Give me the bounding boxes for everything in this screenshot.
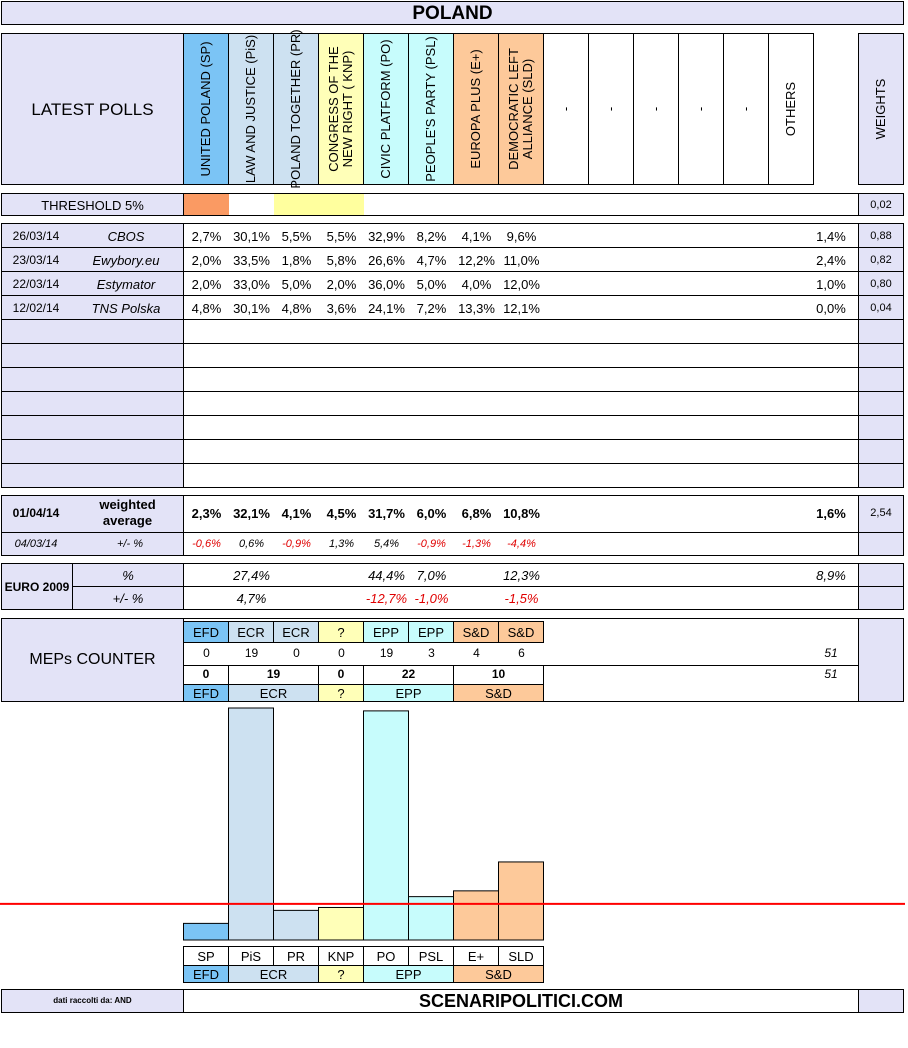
party-header-label: LAW AND JUSTICE (PiS) <box>243 34 258 184</box>
category-group-cell <box>363 965 454 983</box>
party-header-8 <box>543 33 589 185</box>
bar-PO <box>364 711 409 940</box>
poll-source: TNS Polska <box>91 301 161 316</box>
party-header-4 <box>363 33 409 185</box>
category-label: PR <box>286 949 306 964</box>
party-header-label: CONGRESS OF THE NEW RIGHT ( KNP) <box>326 46 355 172</box>
weighted-diff: -0,6% <box>192 538 221 550</box>
latest-polls-header <box>1 33 184 185</box>
footer-source-cell <box>1 989 184 1013</box>
poll-value: 4,1% <box>461 229 492 244</box>
meps-group-label: S&D <box>507 625 535 640</box>
footer-weights-cell <box>858 989 904 1013</box>
party-header-1 <box>228 33 274 185</box>
footer-source: dati raccolti da: AND <box>53 996 132 1005</box>
bar-E+ <box>454 891 499 940</box>
poll-row-divider <box>1 391 904 392</box>
poll-date: 22/03/14 <box>12 277 60 291</box>
poll-row-divider <box>1 367 904 368</box>
meps-merged-group: EPP <box>395 686 422 701</box>
category-label: E+ <box>467 949 485 964</box>
category-group: EFD <box>193 967 219 982</box>
page-title: POLAND <box>412 3 493 24</box>
weighted-label: weighted average <box>99 497 156 528</box>
euro2009-value: 27,4% <box>233 568 270 583</box>
meps-group-cell <box>273 621 319 643</box>
euro2009-label: EURO 2009 <box>4 580 70 594</box>
threshold-weight-cell <box>858 193 904 216</box>
weighted-diff: 0,6% <box>238 538 265 550</box>
weighted-diff: -0,9% <box>417 538 446 550</box>
category-group-cell <box>453 965 544 983</box>
category-label: SLD <box>508 949 534 964</box>
category-label-cell <box>408 946 454 966</box>
meps-merged-group: ECR <box>259 686 288 701</box>
meps-count: 6 <box>518 646 525 660</box>
category-group: S&D <box>485 967 512 982</box>
bar-SLD <box>499 862 544 940</box>
party-header-label: - <box>603 106 618 112</box>
poll-value: 30,1% <box>233 301 270 316</box>
weighted-weights <box>858 495 904 556</box>
previous-date: 04/03/14 <box>14 538 58 550</box>
meps-left <box>1 618 184 702</box>
poll-value: 4,0% <box>461 277 492 292</box>
meps-merged-group-cell <box>183 684 229 702</box>
poll-weight: 0,04 <box>870 302 892 314</box>
meps-merged-count: 22 <box>401 667 416 681</box>
footer-site-cell <box>183 989 859 1013</box>
poll-row-divider <box>1 463 904 464</box>
weighted-value: 31,7% <box>368 506 405 521</box>
weighted-date: 01/04/14 <box>12 506 60 520</box>
poll-value: 12,1% <box>503 301 540 316</box>
poll-value: 7,2% <box>416 301 447 316</box>
category-label: PiS <box>240 949 262 964</box>
poll-weight: 0,82 <box>870 254 892 266</box>
category-label: PO <box>376 949 396 964</box>
poll-others: 1,4% <box>816 229 846 244</box>
party-header-10 <box>633 33 679 185</box>
poll-date: 12/02/14 <box>12 301 60 315</box>
party-header-11 <box>678 33 724 185</box>
meps-merged-group-cell <box>228 684 319 702</box>
poll-value: 5,5% <box>326 229 357 244</box>
party-header-9 <box>588 33 634 185</box>
party-header-7 <box>498 33 544 185</box>
poll-value: 1,8% <box>281 253 312 268</box>
weighted-diff: 1,3% <box>328 538 355 550</box>
poll-value: 9,6% <box>506 229 537 244</box>
meps-group-cell <box>453 621 499 643</box>
poll-value: 4,8% <box>191 301 222 316</box>
poll-value: 36,0% <box>368 277 405 292</box>
poll-row-divider <box>1 343 904 344</box>
bar-chart <box>0 702 908 942</box>
poll-value: 8,2% <box>416 229 447 244</box>
threshold-marker-sp <box>184 194 229 215</box>
poll-row-divider <box>1 319 904 320</box>
poll-value: 13,3% <box>458 301 495 316</box>
category-label: SP <box>197 949 215 964</box>
threshold-label-cell <box>1 193 184 216</box>
poll-row-divider <box>1 415 904 416</box>
poll-value: 12,2% <box>458 253 495 268</box>
party-header-2 <box>273 29 319 189</box>
category-label: PSL <box>418 949 444 964</box>
poll-value: 24,1% <box>368 301 405 316</box>
party-header-label: POLAND TOGETHER (PR) <box>288 29 303 189</box>
weighted-diff: -0,9% <box>282 538 311 550</box>
meps-merged-group-cell <box>318 684 364 702</box>
poll-value: 30,1% <box>233 229 270 244</box>
poll-weight: 0,88 <box>870 230 892 242</box>
party-header-label: DEMOCRATIC LEFT ALLIANCE (SLD) <box>506 48 535 170</box>
meps-group-cell <box>228 621 274 643</box>
meps-count: 19 <box>379 646 394 660</box>
threshold-marker-knp <box>274 194 364 215</box>
poll-value: 4,8% <box>281 301 312 316</box>
poll-value: 5,8% <box>326 253 357 268</box>
meps-merged-count: 0 <box>202 667 210 681</box>
euro2009-diff: -1,0% <box>414 591 449 606</box>
euro2009-left <box>1 563 73 610</box>
party-header-label: PEOPLE'S PARTY (PSL) <box>423 36 438 182</box>
poll-value: 33,5% <box>233 253 270 268</box>
weights-label: WEIGHTS <box>873 78 888 140</box>
party-header-label: OTHERS <box>783 81 798 137</box>
meps-count: 0 <box>338 646 345 660</box>
party-header-12 <box>723 33 769 185</box>
weighted-value: 4,1% <box>281 506 312 521</box>
meps-group-cell <box>318 621 364 643</box>
bar-KNP <box>319 907 364 940</box>
poll-source: Ewybory.eu <box>92 253 160 268</box>
meps-label: MEPs COUNTER <box>29 651 156 668</box>
poll-value: 2,7% <box>191 229 222 244</box>
meps-merged-group: ? <box>337 686 345 701</box>
poll-row-divider <box>1 247 904 248</box>
category-group: EPP <box>395 967 422 982</box>
euro2009-pct-label: % <box>122 568 134 583</box>
poll-source: Estymator <box>96 277 156 292</box>
meps-group-label: ECR <box>237 625 265 640</box>
category-label-cell <box>363 946 409 966</box>
meps-total: 51 <box>824 646 838 660</box>
meps-group-label: EFD <box>193 625 219 640</box>
euro2009-divider <box>72 586 904 587</box>
poll-row-divider <box>1 295 904 296</box>
euro2009-value: 44,4% <box>368 568 405 583</box>
party-header-label: - <box>558 106 573 112</box>
poll-value: 5,5% <box>281 229 312 244</box>
poll-others: 2,4% <box>816 253 846 268</box>
poll-value: 26,6% <box>368 253 405 268</box>
category-label-cell <box>453 946 499 966</box>
poll-value: 3,6% <box>326 301 357 316</box>
party-header-label: - <box>693 106 708 112</box>
poll-value: 33,0% <box>233 277 270 292</box>
euro2009-diff: -12,7% <box>365 591 408 606</box>
meps-total-merged: 51 <box>824 667 838 681</box>
category-label-cell <box>228 946 274 966</box>
meps-weights <box>858 618 904 702</box>
category-label-cell <box>273 946 319 966</box>
bar-PiS <box>229 708 274 940</box>
title-bar <box>1 1 904 25</box>
poll-weight: 0,80 <box>870 278 892 290</box>
weighted-value: 6,8% <box>461 506 492 521</box>
poll-row-divider <box>1 271 904 272</box>
party-header-0 <box>183 33 229 185</box>
meps-count: 0 <box>293 646 300 660</box>
weighted-value: 6,0% <box>416 506 447 521</box>
poll-date: 26/03/14 <box>12 229 60 243</box>
poll-value: 2,0% <box>326 277 357 292</box>
weighted-diff: -4,4% <box>507 538 536 550</box>
poll-others: 1,0% <box>816 277 846 292</box>
weighted-value: 32,1% <box>233 506 270 521</box>
meps-group-cell <box>498 621 544 643</box>
weighted-others: 1,6% <box>816 506 846 521</box>
party-header-5 <box>408 33 454 185</box>
poll-value: 5,0% <box>281 277 312 292</box>
poll-value: 12,0% <box>503 277 540 292</box>
meps-count: 19 <box>244 646 259 660</box>
weighted-value: 10,8% <box>503 506 540 521</box>
category-group-cell <box>183 965 229 983</box>
party-header-label: - <box>738 106 753 112</box>
euro2009-diff: -1,5% <box>504 591 539 606</box>
meps-group-label: S&D <box>462 625 490 640</box>
weighted-diff: -1,3% <box>462 538 491 550</box>
meps-group-label: EPP <box>372 625 399 640</box>
category-label-cell <box>183 946 229 966</box>
weighted-value: 2,3% <box>191 506 222 521</box>
poll-row-divider <box>1 439 904 440</box>
meps-group-cell <box>183 621 229 643</box>
poll-value: 4,7% <box>416 253 447 268</box>
party-header-label: - <box>648 106 663 112</box>
meps-count: 0 <box>203 646 210 660</box>
party-header-label: UNITED POLAND (SP) <box>198 41 213 177</box>
meps-merged-count: 0 <box>337 667 345 681</box>
meps-count: 4 <box>473 646 480 660</box>
meps-group-label: ECR <box>282 625 310 640</box>
euro2009-value: 12,3% <box>503 568 540 583</box>
chart-svg <box>0 702 908 942</box>
weighted-diff-label: +/- % <box>117 538 143 550</box>
category-group-cell <box>318 965 364 983</box>
meps-merged-group-cell <box>363 684 454 702</box>
euro2009-others: 8,9% <box>816 568 846 583</box>
category-group: ? <box>337 967 345 982</box>
party-header-13 <box>768 33 814 185</box>
poll-date: 23/03/14 <box>12 253 60 267</box>
meps-count: 3 <box>428 646 435 660</box>
weighted-divider <box>1 532 904 533</box>
threshold-weight: 0,02 <box>870 199 892 211</box>
weighted-diff: 5,4% <box>373 538 400 550</box>
bar-SP <box>184 923 229 940</box>
weights-header <box>858 33 904 185</box>
poll-value: 2,0% <box>191 253 222 268</box>
euro2009-diff-label: +/- % <box>112 591 144 606</box>
meps-merged-count: 19 <box>266 667 281 681</box>
meps-merged-group: S&D <box>485 686 512 701</box>
category-label-cell <box>318 946 364 966</box>
weighted-weight: 2,54 <box>870 507 892 519</box>
poll-value: 11,0% <box>503 253 540 268</box>
category-group-cell <box>228 965 319 983</box>
poll-value: 32,9% <box>368 229 405 244</box>
footer-site: SCENARIPOLITICI.COM <box>418 991 623 1011</box>
latest-polls-label: LATEST POLLS <box>31 100 154 119</box>
weighted-value: 4,5% <box>326 506 357 521</box>
party-header-3 <box>318 33 364 185</box>
threshold-label: THRESHOLD 5% <box>41 198 144 213</box>
euro2009-value: 7,0% <box>416 568 447 583</box>
meps-group-label: ? <box>337 625 345 640</box>
poll-value: 2,0% <box>191 277 222 292</box>
poll-value: 5,0% <box>416 277 447 292</box>
party-header-label: CIVIC PLATFORM (PO) <box>378 39 393 179</box>
meps-merged-count: 10 <box>491 667 506 681</box>
poll-others: 0,0% <box>816 301 846 316</box>
meps-group-cell <box>363 621 409 643</box>
category-label-cell <box>498 946 544 966</box>
bar-PR <box>274 910 319 940</box>
euro2009-diff: 4,7% <box>236 591 267 606</box>
party-header-label: EUROPA PLUS (E+) <box>468 49 483 169</box>
meps-merged-group: EFD <box>193 686 219 701</box>
poll-source: CBOS <box>107 229 145 244</box>
party-header-6 <box>453 33 499 185</box>
meps-group-label: EPP <box>417 625 444 640</box>
meps-group-cell <box>408 621 454 643</box>
category-label: KNP <box>327 949 355 964</box>
category-group: ECR <box>259 967 288 982</box>
meps-merged-group-cell <box>453 684 544 702</box>
